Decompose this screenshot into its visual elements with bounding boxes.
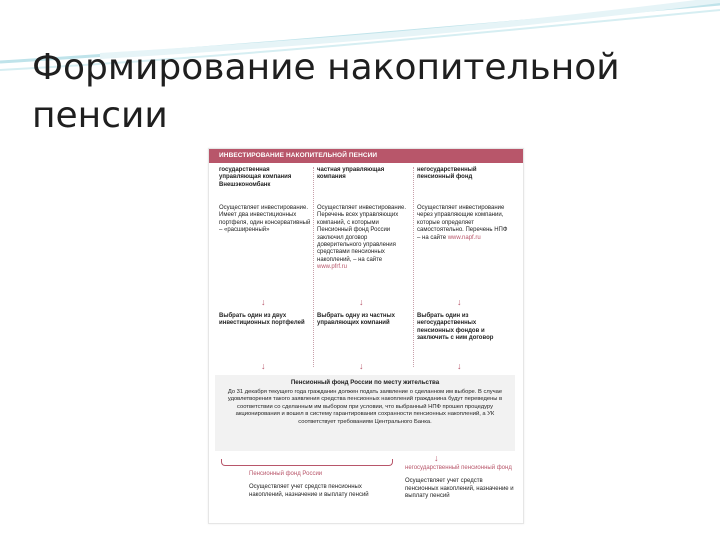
bottom-heading: негосударственный пенсионный фонд xyxy=(405,465,512,471)
column-heading: государственная управляющая компания Внешэкономбанк xyxy=(219,167,292,188)
column-divider xyxy=(313,167,314,367)
arrow-down-icon: ↓ xyxy=(261,361,266,371)
pfr-info-box xyxy=(215,375,515,451)
choice-text: Выбрать одну из частных управляющих компаний xyxy=(317,313,395,327)
column-body-text: Осуществляет инвестирование. Перечень всех управляющих компаний, с которыми Пенсионный фонд России заключил договор доверительного управления средствами пенсионных накоплений, – на сайте xyxy=(317,205,406,263)
column-body xyxy=(317,205,411,289)
pfr-site-link[interactable]: www.pfrf.ru xyxy=(317,264,348,271)
column-body xyxy=(417,205,511,289)
column-npf xyxy=(417,167,511,289)
bracket-connector xyxy=(221,459,393,466)
bottom-text: Осуществляет учет средств пенсионных накоплений, назначение и выплату пенсий xyxy=(405,478,514,500)
arrow-down-icon: ↓ xyxy=(359,297,364,307)
column-private-company xyxy=(317,167,411,289)
column-heading: негосударственный пенсионный фонд xyxy=(417,167,477,181)
slide-title: Формирование накопительной пенсии xyxy=(32,47,620,136)
napf-site-link[interactable]: www.napf.ru xyxy=(447,234,481,241)
bottom-npf xyxy=(405,465,515,501)
bottom-pfr xyxy=(249,471,379,499)
pfr-title: Пенсионный фонд России по месту жительства xyxy=(290,379,440,386)
pension-diagram-figure xyxy=(208,148,524,524)
arrow-down-icon: ↓ xyxy=(457,361,462,371)
bottom-heading: Пенсионный фонд России xyxy=(249,471,323,477)
arrow-down-icon: ↓ xyxy=(457,297,462,307)
column-body-text: Осуществляет инвестирование через управляющие компании, которые определяет самостоятельно. Перечень НПФ – на сайте xyxy=(417,205,508,241)
column-heading: частная управляющая компания xyxy=(317,167,385,181)
choice-text: Выбрать один из негосударственных пенсионных фондов и заключить с ним договор xyxy=(417,313,494,342)
figure-header: ИНВЕСТИРОВАНИЕ НАКОПИТЕЛЬНОЙ ПЕНСИИ xyxy=(209,149,523,163)
pfr-text: До 31 декабря текущего года гражданин должен подать заявление о сделанном им выборе. В случае удовлетворения такого заявления средства пенсионных накоплений гражданина будут переведены в соответствии со сделанным им выбором при условии, что выбранный НПФ прошел процедуру акционирования и вошел в систему гарантирования сохранности пенсионных накоплений, а УК соответствует требованиям Центрального Банка. xyxy=(227,389,503,425)
arrow-down-icon: ↓ xyxy=(434,453,439,463)
choice-text: Выбрать один из двух инвестиционных портфелей xyxy=(219,313,305,327)
arrow-down-icon: ↓ xyxy=(359,361,364,371)
column-gov-company xyxy=(219,167,313,289)
column-divider xyxy=(413,167,414,367)
column-body: Осуществляет инвестирование. Имеет два инвестиционных портфеля, один консервативный – «расширенный» xyxy=(219,205,311,234)
bottom-text: Осуществляет учет средств пенсионных накоплений, назначение и выплату пенсий xyxy=(249,484,369,498)
arrow-down-icon: ↓ xyxy=(261,297,266,307)
